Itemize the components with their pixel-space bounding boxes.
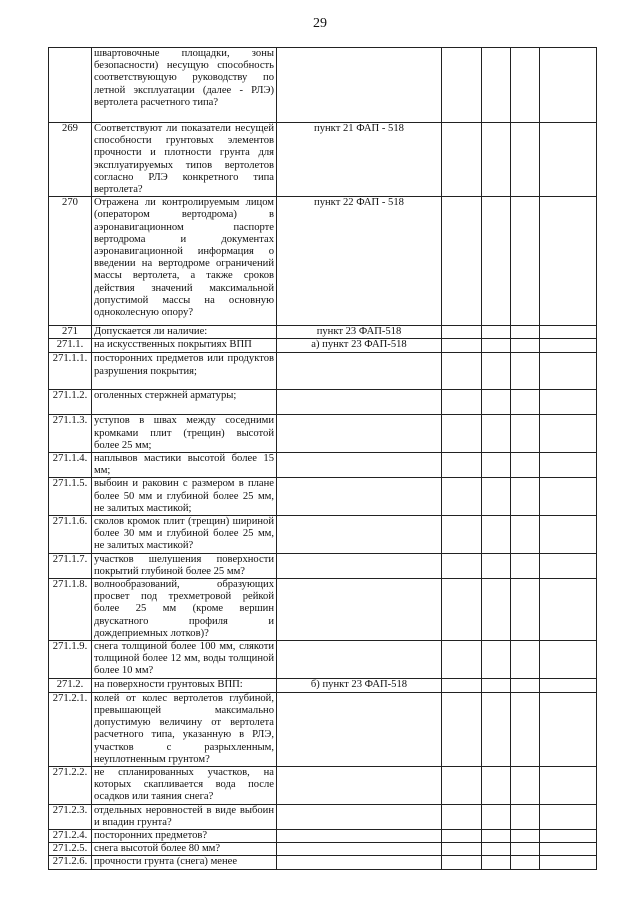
- answer-cell: [511, 843, 540, 856]
- regulation-reference: [277, 829, 442, 842]
- item-number: 270: [49, 197, 92, 326]
- answer-cell: [540, 197, 597, 326]
- answer-cell: [482, 553, 511, 578]
- answer-cell: [482, 692, 511, 766]
- answer-cell: [442, 123, 482, 197]
- table-row: [49, 453, 597, 478]
- item-number: 271.1.7.: [49, 553, 92, 578]
- answer-cell: [442, 415, 482, 453]
- answer-cell: [511, 339, 540, 353]
- item-number: 271.1.2.: [49, 390, 92, 415]
- table-row: [49, 579, 597, 641]
- answer-cell: [442, 197, 482, 326]
- answer-cell: [442, 339, 482, 353]
- answer-cell: [442, 553, 482, 578]
- answer-cell: [540, 478, 597, 516]
- item-number: 271.1.3.: [49, 415, 92, 453]
- answer-cell: [482, 516, 511, 554]
- answer-cell: [442, 353, 482, 390]
- item-number: 271.1.4.: [49, 453, 92, 478]
- answer-cell: [482, 478, 511, 516]
- question-text: сколов кромок плит (трещин) шириной более 30 мм и глубиной более 25 мм, не залитых мастикой?: [92, 516, 277, 554]
- answer-cell: [540, 553, 597, 578]
- regulation-reference: пункт 23 ФАП-518: [277, 326, 442, 339]
- regulation-reference: [277, 48, 442, 123]
- regulation-reference: [277, 553, 442, 578]
- table-row: [49, 326, 597, 339]
- answer-cell: [442, 804, 482, 829]
- answer-cell: [540, 415, 597, 453]
- table-row: [49, 678, 597, 692]
- answer-cell: [482, 390, 511, 415]
- answer-cell: [511, 804, 540, 829]
- regulation-reference: б) пункт 23 ФАП-518: [277, 678, 442, 692]
- answer-cell: [511, 678, 540, 692]
- answer-cell: [511, 516, 540, 554]
- question-text: снега высотой более 80 мм?: [92, 843, 277, 856]
- table-row: [49, 516, 597, 554]
- answer-cell: [482, 197, 511, 326]
- item-number: 271.1.8.: [49, 579, 92, 641]
- answer-cell: [540, 829, 597, 842]
- question-text: отдельных неровностей в виде выбоин и впадин грунта?: [92, 804, 277, 829]
- table-row: [49, 197, 597, 326]
- item-number: 271.2.4.: [49, 829, 92, 842]
- answer-cell: [511, 478, 540, 516]
- item-number: 269: [49, 123, 92, 197]
- answer-cell: [540, 326, 597, 339]
- question-text: не спланированных участков, на которых скапливается вода после осадков или таяния снега?: [92, 766, 277, 804]
- item-number: 271.1.5.: [49, 478, 92, 516]
- answer-cell: [482, 123, 511, 197]
- regulation-reference: [277, 692, 442, 766]
- question-text: наплывов мастики высотой более 15 мм;: [92, 453, 277, 478]
- answer-cell: [442, 453, 482, 478]
- question-text: Допускается ли наличие:: [92, 326, 277, 339]
- regulation-reference: [277, 353, 442, 390]
- table-row: [49, 123, 597, 197]
- item-number: 271.2.2.: [49, 766, 92, 804]
- table-row: [49, 478, 597, 516]
- checklist-table: [48, 47, 597, 870]
- regulation-reference: а) пункт 23 ФАП-518: [277, 339, 442, 353]
- regulation-reference: [277, 415, 442, 453]
- answer-cell: [482, 339, 511, 353]
- regulation-reference: пункт 21 ФАП - 518: [277, 123, 442, 197]
- answer-cell: [442, 478, 482, 516]
- question-text: на поверхности грунтовых ВПП:: [92, 678, 277, 692]
- table-row: [49, 339, 597, 353]
- question-text: выбоин и раковин с размером в плане более 50 мм и глубиной более 25 мм, не залитых мастикой;: [92, 478, 277, 516]
- answer-cell: [540, 641, 597, 679]
- answer-cell: [482, 48, 511, 123]
- item-number: 271.2.1.: [49, 692, 92, 766]
- table-row: [49, 692, 597, 766]
- regulation-reference: [277, 478, 442, 516]
- item-number: [49, 48, 92, 123]
- answer-cell: [511, 692, 540, 766]
- table-row: [49, 390, 597, 415]
- item-number: 271.1.9.: [49, 641, 92, 679]
- answer-cell: [540, 453, 597, 478]
- answer-cell: [540, 390, 597, 415]
- table-row: [49, 804, 597, 829]
- answer-cell: [442, 766, 482, 804]
- answer-cell: [511, 197, 540, 326]
- regulation-reference: [277, 579, 442, 641]
- answer-cell: [540, 516, 597, 554]
- question-text: участков шелушения поверхности покрытий глубиной более 25 мм?: [92, 553, 277, 578]
- answer-cell: [511, 856, 540, 869]
- answer-cell: [482, 829, 511, 842]
- question-text: Соответствуют ли показатели несущей способности грунтовых элементов прочности и плотности грунта для эксплуатируемых типов вертолетов согласно РЛЭ конкретного типа вертолета?: [92, 123, 277, 197]
- regulation-reference: [277, 766, 442, 804]
- answer-cell: [511, 123, 540, 197]
- answer-cell: [482, 641, 511, 679]
- answer-cell: [511, 579, 540, 641]
- question-text: посторонних предметов или продуктов разрушения покрытия;: [92, 353, 277, 390]
- item-number: 271.2.3.: [49, 804, 92, 829]
- answer-cell: [482, 678, 511, 692]
- answer-cell: [511, 390, 540, 415]
- answer-cell: [540, 678, 597, 692]
- answer-cell: [442, 843, 482, 856]
- answer-cell: [482, 453, 511, 478]
- regulation-reference: [277, 804, 442, 829]
- regulation-reference: [277, 856, 442, 869]
- item-number: 271.2.: [49, 678, 92, 692]
- answer-cell: [511, 453, 540, 478]
- table-row: [49, 856, 597, 869]
- answer-cell: [482, 856, 511, 869]
- regulation-reference: [277, 641, 442, 679]
- answer-cell: [540, 766, 597, 804]
- answer-cell: [482, 579, 511, 641]
- answer-cell: [482, 353, 511, 390]
- answer-cell: [482, 843, 511, 856]
- answer-cell: [540, 123, 597, 197]
- question-text: колей от колес вертолетов глубиной, превышающей максимально допустимую величину от вертолета расчетного типа, указанную в РЛЭ, участков с разрыхленным, неуплотненным грунтом?: [92, 692, 277, 766]
- regulation-reference: [277, 516, 442, 554]
- answer-cell: [511, 766, 540, 804]
- answer-cell: [511, 415, 540, 453]
- answer-cell: [511, 553, 540, 578]
- table-row: [49, 641, 597, 679]
- item-number: 271.1.: [49, 339, 92, 353]
- answer-cell: [482, 804, 511, 829]
- answer-cell: [511, 829, 540, 842]
- table-row: [49, 353, 597, 390]
- question-text: на искусственных покрытиях ВПП: [92, 339, 277, 353]
- regulation-reference: [277, 843, 442, 856]
- question-text: швартовочные площадки, зоны безопасности) несущую способность соответствующую руководству по летной эксплуатации (далее - РЛЭ) вертолета расчетного типа?: [92, 48, 277, 123]
- answer-cell: [511, 641, 540, 679]
- regulation-reference: пункт 22 ФАП - 518: [277, 197, 442, 326]
- item-number: 271.2.5.: [49, 843, 92, 856]
- table-row: [49, 829, 597, 842]
- answer-cell: [540, 856, 597, 869]
- answer-cell: [511, 353, 540, 390]
- item-number: 271.1.1.: [49, 353, 92, 390]
- item-number: 271.1.6.: [49, 516, 92, 554]
- answer-cell: [540, 692, 597, 766]
- table-row: [49, 48, 597, 123]
- regulation-reference: [277, 390, 442, 415]
- table-row: [49, 415, 597, 453]
- question-text: посторонних предметов?: [92, 829, 277, 842]
- question-text: оголенных стержней арматуры;: [92, 390, 277, 415]
- answer-cell: [442, 390, 482, 415]
- answer-cell: [442, 829, 482, 842]
- table-row: [49, 553, 597, 578]
- answer-cell: [442, 516, 482, 554]
- answer-cell: [442, 579, 482, 641]
- answer-cell: [540, 48, 597, 123]
- answer-cell: [540, 353, 597, 390]
- answer-cell: [442, 856, 482, 869]
- item-number: 271.2.6.: [49, 856, 92, 869]
- question-text: снега толщиной более 100 мм, слякоти толщиной более 12 мм, воды толщиной более 10 мм?: [92, 641, 277, 679]
- answer-cell: [540, 579, 597, 641]
- answer-cell: [482, 326, 511, 339]
- answer-cell: [442, 641, 482, 679]
- question-text: прочности грунта (снега) менее: [92, 856, 277, 869]
- table-row: [49, 766, 597, 804]
- question-text: волнообразований, образующих просвет под трехметровой рейкой более 25 мм (кроме вершин двускатного профиля и дождеприемных лотков)?: [92, 579, 277, 641]
- answer-cell: [482, 766, 511, 804]
- answer-cell: [442, 326, 482, 339]
- question-text: уступов в швах между соседними кромками плит (трещин) высотой более 25 мм;: [92, 415, 277, 453]
- page-number: 29: [313, 16, 327, 31]
- answer-cell: [540, 843, 597, 856]
- answer-cell: [442, 692, 482, 766]
- answer-cell: [442, 678, 482, 692]
- regulation-reference: [277, 453, 442, 478]
- answer-cell: [442, 48, 482, 123]
- answer-cell: [540, 339, 597, 353]
- table-row: [49, 843, 597, 856]
- answer-cell: [482, 415, 511, 453]
- answer-cell: [511, 326, 540, 339]
- answer-cell: [511, 48, 540, 123]
- question-text: Отражена ли контролируемым лицом (оператором вертодрома) в аэронавигационном паспорте вертодрома и документах аэронавигационной информация о введении на вертодроме ограничений массы вертолета, а также сроков действия значений максимальной допустимой массы на основную одноколесную опору?: [92, 197, 277, 326]
- item-number: 271: [49, 326, 92, 339]
- answer-cell: [540, 804, 597, 829]
